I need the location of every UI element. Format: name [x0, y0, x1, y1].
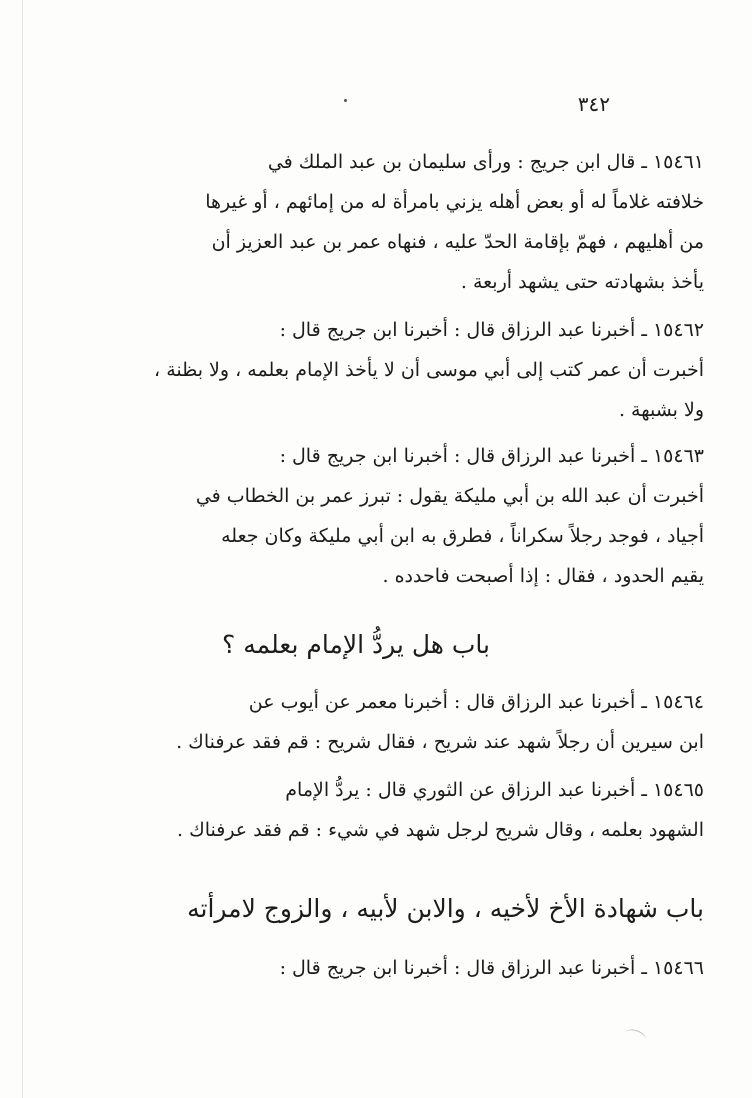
hadith-paragraph: [60, 142, 704, 302]
hadith-paragraph: [60, 310, 704, 430]
text-line: أخبرت أن عبد الله بن أبي مليكة يقول : تبرز عمر بن الخطاب في: [195, 485, 704, 507]
text-line: خلافته غلاماً له أو بعض أهله يزني بامرأة له من إمائهم ، أو غيرها: [205, 191, 704, 213]
ink-dot: [344, 99, 347, 102]
text-line: ١٥٤٦١ ـ قال ابن جريج : ورأى سليمان بن عبد الملك في: [267, 151, 704, 173]
chapter-heading: باب شهادة الأخ لأخيه ، والابن لأبيه ، والزوج لامرأته: [187, 894, 704, 923]
text-line: يأخذ بشهادته حتى يشهد أربعة .: [460, 271, 704, 293]
text-line: ١٥٤٦٢ ـ أخبرنا عبد الرزاق قال : أخبرنا ابن جريج قال :: [279, 319, 704, 341]
hadith-paragraph: [60, 948, 704, 988]
hadith-paragraph: [60, 770, 704, 850]
hadith-paragraph: [60, 682, 704, 762]
binding-gutter-line: [22, 0, 23, 1098]
chapter-heading: باب هل يردُّ الإمام بعلمه ؟: [222, 630, 490, 659]
page-corner-mark: [623, 1027, 648, 1046]
page-number: ٣٤٢: [577, 92, 610, 116]
text-line: الشهود بعلمه ، وقال شريح لرجل شهد في شيء : قم فقد عرفناك .: [176, 819, 704, 841]
hadith-paragraph: [60, 436, 704, 596]
text-line: ١٥٤٦٦ ـ أخبرنا عبد الرزاق قال : أخبرنا ابن جريج قال :: [279, 957, 704, 979]
text-line: ١٥٤٦٥ ـ أخبرنا عبد الرزاق عن الثوري قال : يردُّ الإمام: [285, 779, 704, 801]
text-line: ١٥٤٦٤ ـ أخبرنا عبد الرزاق قال : أخبرنا معمر عن أيوب عن: [248, 691, 704, 713]
text-line: يقيم الحدود ، فقال : إذا أصبحت فاحدده .: [382, 565, 704, 587]
text-line: أخبرت أن عمر كتب إلى أبي موسى أن لا يأخذ الإمام بعلمه ، ولا بظنة ،: [154, 359, 704, 381]
text-line: أجياد ، فوجد رجلاً سكراناً ، فطرق به ابن أبي مليكة وكان جعله: [221, 525, 704, 547]
text-line: من أهليهم ، فهمّ بإقامة الحدّ عليه ، فنهاه عمر بن عبد العزيز أن: [211, 231, 704, 253]
text-line: ابن سيرين أن رجلاً شهد عند شريح ، فقال شريح : قم فقد عرفناك .: [176, 731, 704, 753]
text-line: ولا بشبهة .: [618, 399, 704, 421]
text-line: ١٥٤٦٣ ـ أخبرنا عبد الرزاق قال : أخبرنا ابن جريج قال :: [279, 445, 704, 467]
